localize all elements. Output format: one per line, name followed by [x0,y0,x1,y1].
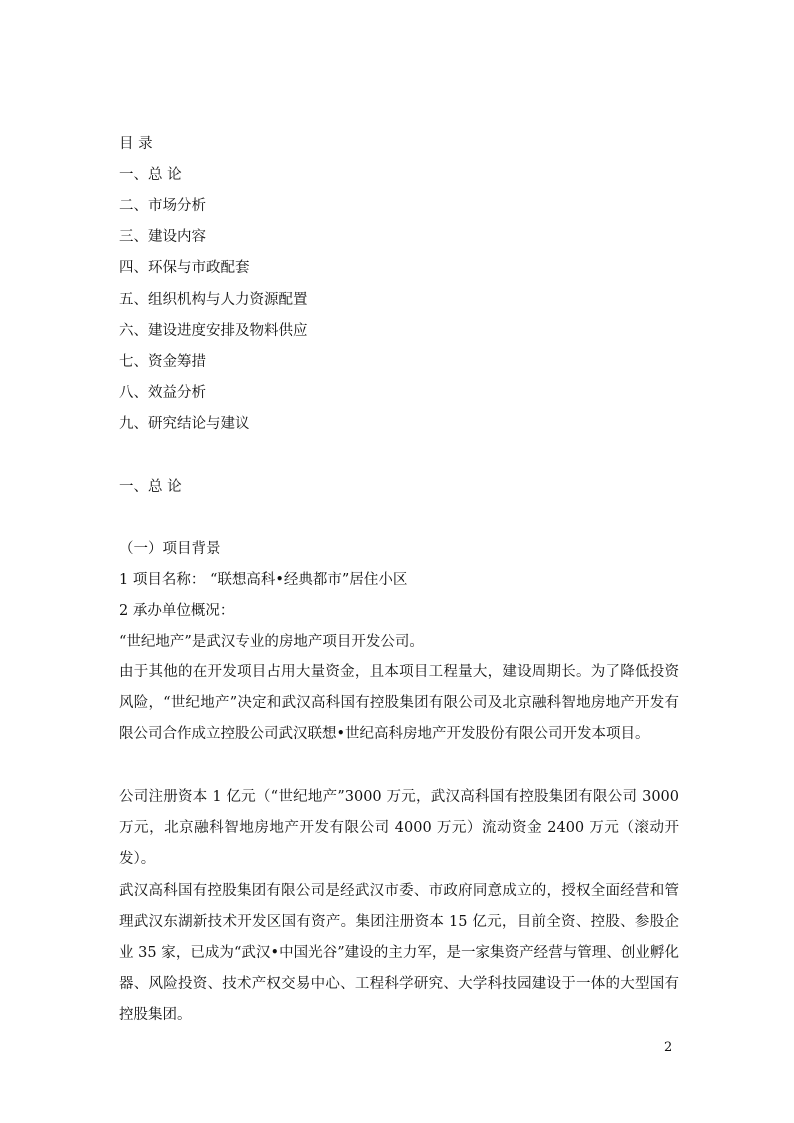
toc-item: 七、资金筹措 [119,354,206,370]
toc-item: 九、研究结论与建议 [119,416,250,432]
toc-item: 一、总 论 [119,167,182,183]
page-number: 2 [664,1040,673,1055]
toc-item: 四、环保与市政配套 [119,260,250,276]
toc-item: 二、市场分析 [119,198,206,214]
section-heading: 一、总 论 [119,479,182,495]
toc-item: 五、组织机构与人力资源配置 [119,292,308,308]
subsection-heading: （一）项目背景 [119,541,221,557]
background-paragraph: 由于其他的在开发项目占用大量资金，且本项目工程量大，建设周期长。为了降低投资风险，“世纪地产”决定和武汉高科国有控股集团有限公司及北京融科智地房地产开发有限公司合作成立控股公司武汉联想•世纪高科房地产开发股份有限公司开发本项目。 [119,664,679,742]
capital-paragraph: 公司注册资本 1 亿元（“世纪地产”3000 万元，武汉高科国有控股集团有限公司 3000 万元，北京融科智地房地产开发有限公司 4000 万元）流动资金 2400 万元（滚动开发）。 [119,789,679,867]
toc-item: 六、建设进度安排及物料供应 [119,323,308,339]
toc-title: 目 录 [119,136,153,152]
project-name-line: 1 项目名称： “联想高科•经典都市”居住小区 [119,572,408,588]
organizer-heading: 2 承办单位概况： [119,603,235,619]
toc-item: 三、建设内容 [119,229,206,245]
group-paragraph: 武汉高科国有控股集团有限公司是经武汉市委、市政府同意成立的，授权全面经营和管理武汉东湖新技术开发区国有资产。集团注册资本 15 亿元，目前全资、控股、参股企业 35 家，已成为“武汉•中国光谷”建设的主力军，是一家集资产经营与管理、创业孵化器、风险投资、技术产权交易中心、工程科学研究、大学科技园建设于一体的大型国有控股集团。 [119,883,679,1023]
company-intro-line: “世纪地产”是武汉专业的房地产项目开发公司。 [119,634,424,650]
toc-item: 八、效益分析 [119,385,206,401]
